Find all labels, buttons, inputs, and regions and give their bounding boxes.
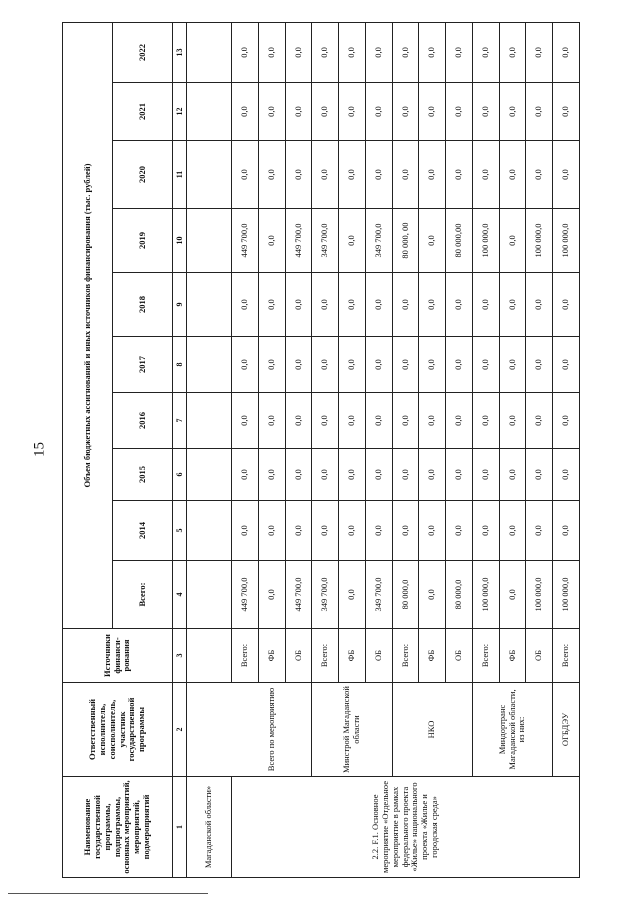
year-value-cell: 0,0 bbox=[446, 337, 473, 393]
year-value-cell: 0,0 bbox=[312, 501, 339, 561]
source-cell: ОБ bbox=[365, 629, 392, 683]
col-number: 13 bbox=[173, 22, 187, 82]
col-number: 4 bbox=[173, 561, 187, 629]
year-value-cell: 0,0 bbox=[339, 22, 366, 82]
header-name: Наименование государственной программы, подпрограммы, основных мероприятий, мероприятий, подмероприятий bbox=[63, 777, 173, 878]
year-value-cell: 0,0 bbox=[499, 449, 526, 501]
total-cell: 0,0 bbox=[339, 561, 366, 629]
year-value-cell: 0,0 bbox=[472, 337, 499, 393]
year-value-cell: 0,0 bbox=[312, 337, 339, 393]
table-row bbox=[553, 22, 580, 877]
header-year: 2016 bbox=[113, 393, 173, 449]
year-value-cell: 0,0 bbox=[258, 449, 285, 501]
source-cell: Всего: bbox=[392, 629, 419, 683]
year-value-cell: 0,0 bbox=[365, 449, 392, 501]
empty-cell bbox=[187, 209, 232, 273]
col-number: 8 bbox=[173, 337, 187, 393]
executor-minstroy: Минстрой Магаданской области bbox=[312, 683, 392, 777]
year-value-cell: 0,0 bbox=[392, 449, 419, 501]
col-number: 7 bbox=[173, 393, 187, 449]
year-value-cell: 0,0 bbox=[419, 83, 446, 141]
header-year: 2021 bbox=[113, 83, 173, 141]
year-value-cell: 0,0 bbox=[312, 273, 339, 337]
total-cell: 449 700,0 bbox=[285, 561, 312, 629]
year-value-cell: 0,0 bbox=[472, 273, 499, 337]
year-value-cell: 0,0 bbox=[419, 337, 446, 393]
column-number-row bbox=[173, 22, 187, 877]
year-value-cell: 0,0 bbox=[258, 337, 285, 393]
year-value-cell: 0,0 bbox=[526, 83, 553, 141]
year-value-cell: 0,0 bbox=[419, 22, 446, 82]
year-value-cell: 0,0 bbox=[285, 141, 312, 209]
year-value-cell: 0,0 bbox=[472, 449, 499, 501]
year-value-cell: 0,0 bbox=[312, 83, 339, 141]
col-number: 6 bbox=[173, 449, 187, 501]
year-value-cell: 0,0 bbox=[285, 273, 312, 337]
year-value-cell: 0,0 bbox=[232, 393, 259, 449]
name-cell-main: 2.2. F.1. Основное мероприятие «Отдельное мероприятие в рамках федерального проекта «Жилье» национального проекта «Жилье и городская среда» bbox=[232, 777, 580, 878]
header-year: 2015 bbox=[113, 449, 173, 501]
year-value-cell: 0,0 bbox=[526, 393, 553, 449]
empty-cell bbox=[187, 501, 232, 561]
total-cell: 80 000,0 bbox=[446, 561, 473, 629]
year-value-cell: 0,0 bbox=[339, 449, 366, 501]
header-total: Всего: bbox=[113, 561, 173, 629]
total-cell: 80 000,0 bbox=[392, 561, 419, 629]
year-value-cell: 0,0 bbox=[285, 393, 312, 449]
year-value-cell: 0,0 bbox=[553, 501, 580, 561]
year-value-cell: 0,0 bbox=[258, 22, 285, 82]
year-value-cell: 0,0 bbox=[365, 393, 392, 449]
empty-cell bbox=[187, 273, 232, 337]
source-cell: ФБ bbox=[419, 629, 446, 683]
header-executor: Ответственный исполнитель, соисполнитель, участник государственной программы bbox=[63, 683, 173, 777]
col-number: 3 bbox=[173, 629, 187, 683]
year-value-cell: 0,0 bbox=[499, 501, 526, 561]
year-value-cell: 0,0 bbox=[285, 83, 312, 141]
year-value-cell: 0,0 bbox=[472, 141, 499, 209]
year-value-cell: 0,0 bbox=[419, 449, 446, 501]
header-year: 2020 bbox=[113, 141, 173, 209]
year-value-cell: 0,0 bbox=[553, 337, 580, 393]
year-value-cell: 0,0 bbox=[419, 209, 446, 273]
header-year: 2014 bbox=[113, 501, 173, 561]
col-number: 9 bbox=[173, 273, 187, 337]
total-cell: 0,0 bbox=[419, 561, 446, 629]
year-value-cell: 0,0 bbox=[258, 273, 285, 337]
year-value-cell: 0,0 bbox=[446, 501, 473, 561]
year-value-cell: 0,0 bbox=[392, 22, 419, 82]
year-value-cell: 0,0 bbox=[339, 141, 366, 209]
year-value-cell: 0,0 bbox=[499, 393, 526, 449]
year-value-cell: 0,0 bbox=[526, 449, 553, 501]
total-cell: 0,0 bbox=[499, 561, 526, 629]
source-cell: Всего: bbox=[312, 629, 339, 683]
header-source: Источники финанси-рования bbox=[63, 629, 173, 683]
year-value-cell: 0,0 bbox=[392, 393, 419, 449]
year-value-cell: 0,0 bbox=[419, 273, 446, 337]
year-value-cell: 0,0 bbox=[232, 273, 259, 337]
year-value-cell: 0,0 bbox=[472, 83, 499, 141]
table-row bbox=[392, 22, 419, 877]
year-value-cell: 0,0 bbox=[392, 337, 419, 393]
year-value-cell: 449 700,0 bbox=[285, 209, 312, 273]
year-value-cell: 0,0 bbox=[526, 141, 553, 209]
year-value-cell: 349 700,0 bbox=[312, 209, 339, 273]
year-value-cell: 0,0 bbox=[365, 22, 392, 82]
year-value-cell: 0,0 bbox=[312, 449, 339, 501]
year-value-cell: 0,0 bbox=[285, 449, 312, 501]
year-value-cell: 0,0 bbox=[339, 209, 366, 273]
source-cell: Всего: bbox=[553, 629, 580, 683]
col-number: 11 bbox=[173, 141, 187, 209]
year-value-cell: 80 000, 00 bbox=[392, 209, 419, 273]
executor-nko: НКО bbox=[392, 683, 472, 777]
empty-cell bbox=[187, 83, 232, 141]
empty-cell bbox=[187, 683, 232, 777]
year-value-cell: 0,0 bbox=[553, 449, 580, 501]
year-value-cell: 0,0 bbox=[392, 141, 419, 209]
year-value-cell: 0,0 bbox=[446, 393, 473, 449]
total-cell: 449 700,0 bbox=[232, 561, 259, 629]
total-cell: 0,0 bbox=[258, 561, 285, 629]
source-cell: ОБ bbox=[285, 629, 312, 683]
header-volume: Объем бюджетных ассигнований и иных источников финансирования (тыс. рублей) bbox=[63, 22, 113, 628]
footer-divider bbox=[8, 893, 208, 894]
year-value-cell: 0,0 bbox=[312, 393, 339, 449]
year-value-cell: 0,0 bbox=[232, 337, 259, 393]
year-value-cell: 0,0 bbox=[285, 501, 312, 561]
total-cell: 100 000,0 bbox=[472, 561, 499, 629]
year-value-cell: 0,0 bbox=[365, 141, 392, 209]
total-cell: 100 000,0 bbox=[553, 561, 580, 629]
header-year: 2019 bbox=[113, 209, 173, 273]
source-cell: ОБ bbox=[526, 629, 553, 683]
year-value-cell: 0,0 bbox=[526, 22, 553, 82]
year-value-cell: 0,0 bbox=[232, 449, 259, 501]
col-number: 12 bbox=[173, 83, 187, 141]
year-value-cell: 0,0 bbox=[446, 141, 473, 209]
year-value-cell: 0,0 bbox=[339, 273, 366, 337]
source-cell: ФБ bbox=[258, 629, 285, 683]
year-value-cell: 0,0 bbox=[232, 22, 259, 82]
empty-cell bbox=[187, 449, 232, 501]
rotated-table-wrapper bbox=[62, 23, 580, 878]
source-cell: ОБ bbox=[446, 629, 473, 683]
year-value-cell: 0,0 bbox=[553, 273, 580, 337]
total-cell: 349 700,0 bbox=[365, 561, 392, 629]
name-cell-top: Магаданской области» bbox=[187, 777, 232, 878]
page-number: 15 bbox=[31, 442, 48, 457]
executor-total-event: Всего по мероприятию bbox=[232, 683, 312, 777]
executor-ogbdeu: ОГБДЭУ bbox=[553, 683, 580, 777]
year-value-cell: 0,0 bbox=[446, 22, 473, 82]
year-value-cell: 0,0 bbox=[553, 22, 580, 82]
budget-table bbox=[62, 22, 580, 878]
year-value-cell: 0,0 bbox=[446, 273, 473, 337]
year-value-cell: 449 700,0 bbox=[232, 209, 259, 273]
table-row bbox=[312, 22, 339, 877]
col-number: 10 bbox=[173, 209, 187, 273]
empty-cell bbox=[187, 141, 232, 209]
year-value-cell: 0,0 bbox=[499, 83, 526, 141]
year-value-cell: 0,0 bbox=[472, 22, 499, 82]
total-cell: 349 700,0 bbox=[312, 561, 339, 629]
year-value-cell: 0,0 bbox=[312, 22, 339, 82]
year-value-cell: 0,0 bbox=[285, 22, 312, 82]
year-value-cell: 0,0 bbox=[553, 393, 580, 449]
year-value-cell: 0,0 bbox=[419, 501, 446, 561]
source-cell: Всего: bbox=[472, 629, 499, 683]
executor-mindortrans: Миндортранс Магаданской области, из них: bbox=[472, 683, 552, 777]
year-value-cell: 0,0 bbox=[258, 393, 285, 449]
year-value-cell: 0,0 bbox=[258, 141, 285, 209]
col-number: 5 bbox=[173, 501, 187, 561]
source-cell: ФБ bbox=[499, 629, 526, 683]
year-value-cell: 0,0 bbox=[499, 141, 526, 209]
source-cell: Всего: bbox=[232, 629, 259, 683]
year-value-cell: 0,0 bbox=[339, 501, 366, 561]
year-value-cell: 0,0 bbox=[365, 501, 392, 561]
year-value-cell: 0,0 bbox=[446, 449, 473, 501]
year-value-cell: 0,0 bbox=[365, 273, 392, 337]
year-value-cell: 0,0 bbox=[526, 501, 553, 561]
year-value-cell: 0,0 bbox=[365, 337, 392, 393]
year-value-cell: 0,0 bbox=[446, 83, 473, 141]
table-row bbox=[232, 22, 259, 877]
year-value-cell: 0,0 bbox=[232, 141, 259, 209]
source-cell: ФБ bbox=[339, 629, 366, 683]
year-value-cell: 0,0 bbox=[392, 273, 419, 337]
total-cell: 100 000,0 bbox=[526, 561, 553, 629]
table-row bbox=[472, 22, 499, 877]
empty-cell bbox=[187, 22, 232, 82]
empty-cell bbox=[187, 393, 232, 449]
year-value-cell: 0,0 bbox=[499, 209, 526, 273]
year-value-cell: 0,0 bbox=[419, 141, 446, 209]
year-value-cell: 0,0 bbox=[258, 501, 285, 561]
year-value-cell: 100 000,0 bbox=[472, 209, 499, 273]
year-value-cell: 0,0 bbox=[339, 393, 366, 449]
year-value-cell: 0,0 bbox=[258, 83, 285, 141]
header-year: 2022 bbox=[113, 22, 173, 82]
year-value-cell: 0,0 bbox=[365, 83, 392, 141]
year-value-cell: 0,0 bbox=[232, 501, 259, 561]
col-number: 2 bbox=[173, 683, 187, 777]
year-value-cell: 0,0 bbox=[499, 22, 526, 82]
year-value-cell: 0,0 bbox=[499, 273, 526, 337]
empty-cell bbox=[187, 629, 232, 683]
year-value-cell: 0,0 bbox=[285, 337, 312, 393]
year-value-cell: 0,0 bbox=[472, 501, 499, 561]
col-number: 1 bbox=[173, 777, 187, 878]
table-row-top bbox=[187, 22, 232, 877]
empty-cell bbox=[187, 337, 232, 393]
year-value-cell: 0,0 bbox=[419, 393, 446, 449]
year-value-cell: 349 700,0 bbox=[365, 209, 392, 273]
year-value-cell: 100 000,0 bbox=[553, 209, 580, 273]
year-value-cell: 0,0 bbox=[258, 209, 285, 273]
empty-cell bbox=[187, 561, 232, 629]
year-value-cell: 80 000,00 bbox=[446, 209, 473, 273]
year-value-cell: 0,0 bbox=[339, 337, 366, 393]
year-value-cell: 0,0 bbox=[553, 83, 580, 141]
year-value-cell: 0,0 bbox=[392, 501, 419, 561]
year-value-cell: 0,0 bbox=[339, 83, 366, 141]
year-value-cell: 0,0 bbox=[232, 83, 259, 141]
year-value-cell: 0,0 bbox=[499, 337, 526, 393]
year-value-cell: 0,0 bbox=[526, 337, 553, 393]
year-value-cell: 0,0 bbox=[526, 273, 553, 337]
year-value-cell: 0,0 bbox=[553, 141, 580, 209]
year-value-cell: 100 000,0 bbox=[526, 209, 553, 273]
year-value-cell: 0,0 bbox=[472, 393, 499, 449]
year-value-cell: 0,0 bbox=[392, 83, 419, 141]
header-year: 2018 bbox=[113, 273, 173, 337]
header-year: 2017 bbox=[113, 337, 173, 393]
year-value-cell: 0,0 bbox=[312, 141, 339, 209]
